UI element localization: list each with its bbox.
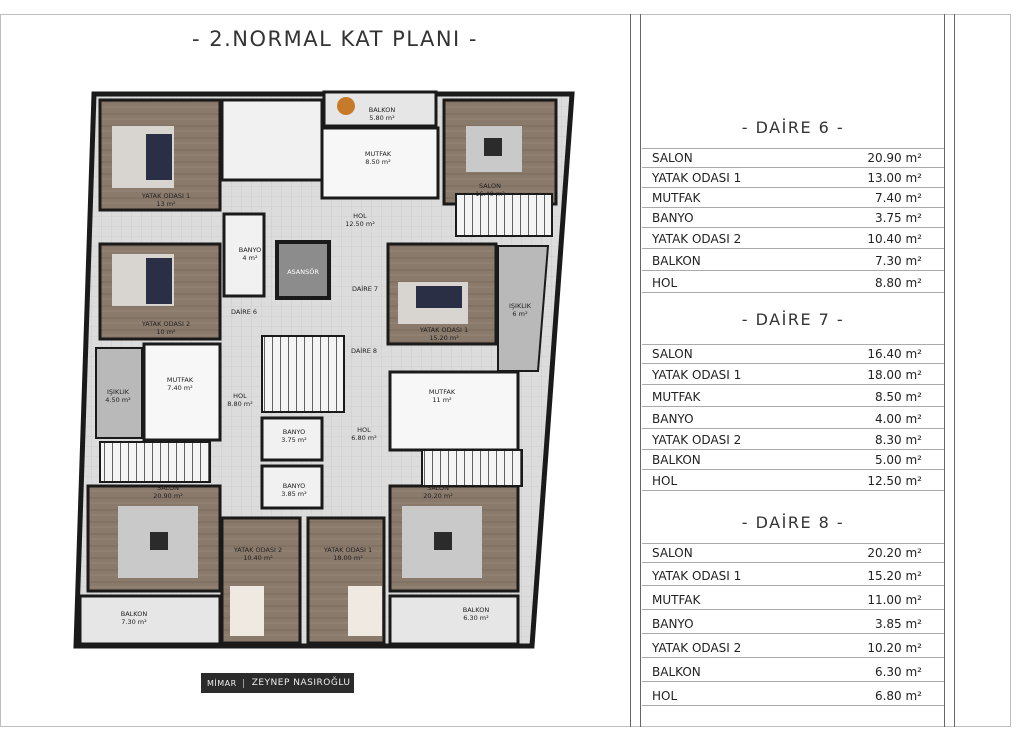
label-hol-l-area: 8.80 m² [227,400,253,408]
room-name: BANYO [652,616,694,631]
room-name: SALON [652,347,693,361]
room-name: BALKON [652,452,701,467]
label-hol-l: HOL [233,392,247,400]
label-salon-tr: SALON [478,182,502,190]
table-row [642,168,944,188]
label-salon-tr-area: 16.40 m² [475,190,505,198]
table-row [642,614,944,634]
label-isiklik-r-area: 6 m² [512,310,528,318]
room-area: 20.90 m² [867,151,922,165]
architect-role: MİMAR [201,679,244,688]
room-name: HOL [652,473,678,488]
room-area: 3.75 m² [874,210,922,225]
table-row [642,251,944,271]
label-mutfak-r-area: 11 m² [432,396,452,404]
label-hol-r-area: 6.80 m² [351,434,377,442]
room-area: 7.30 m² [874,253,922,268]
room-area: 3.85 m² [874,616,922,631]
table-row [642,208,944,228]
room-name: SALON [652,546,693,560]
room-name: BALKON [652,253,701,268]
table-row [642,430,944,450]
label-yatak-tl: YATAK ODASI 1 [141,192,191,200]
table-row [642,148,944,168]
label-daire7: DAİRE 7 [351,285,379,293]
room-name: MUTFAK [652,389,701,404]
room-area: 8.50 m² [874,389,922,404]
label-balkon-top-area: 5.80 m² [369,114,395,122]
label-yatak-mr-area: 15.20 m² [429,334,459,342]
divider-line [630,14,631,727]
floor-plan [72,86,577,651]
table-row [642,188,944,208]
label-mutfak-top-area: 8.50 m² [365,158,391,166]
architect-credit [201,673,354,693]
label-balkon-bl-area: 7.30 m² [121,618,147,626]
label-mutfak-l-area: 7.40 m² [167,384,193,392]
room-name: YATAK ODASI 1 [652,367,742,382]
label-banyo-c1: BANYO [282,428,306,436]
label-hol-center: HOL [353,212,367,220]
label-isiklik-r: IŞIKLIK [508,302,532,310]
label-hol-r: HOL [357,426,371,434]
table-row [642,387,944,407]
label-yatak-bc-area: 18.00 m² [333,554,363,562]
room-name: BANYO [652,411,694,426]
label-daire6: DAİRE 6 [230,308,258,316]
room-name: BANYO [652,210,694,225]
label-mutfak-l: MUTFAK [166,376,194,384]
label-yatak-ml: YATAK ODASI 2 [141,320,191,328]
room-area: 18.00 m² [867,367,922,382]
label-asansor: ASANSÖR [287,268,319,276]
label-yatak-tl-area: 13 m² [156,200,176,208]
label-salon-bl-area: 20.90 m² [153,492,183,500]
room-area: 4.00 m² [874,411,922,426]
table-row [642,543,944,563]
label-yatak-ml-area: 10 m² [156,328,176,336]
room-name: SALON [652,151,693,165]
room-name: YATAK ODASI 2 [652,231,742,246]
room-name: MUTFAK [652,190,701,205]
room-area: 6.30 m² [874,664,922,679]
room-area: 20.20 m² [867,546,922,560]
room-area: 10.20 m² [867,640,922,655]
label-salon-br: SALON [426,484,450,492]
label-balkon-br: BALKON [462,606,490,614]
label-banyo-c2: BANYO [282,482,306,490]
label-yatak-mr: YATAK ODASI 1 [419,326,469,334]
daire-8-title: - DAİRE 8 - [741,513,845,532]
room-area: 7.40 m² [874,190,922,205]
label-daire8: DAİRE 8 [350,347,378,355]
table-row [642,273,944,293]
architect-name: ZEYNEP NASIROĞLU [251,678,351,688]
label-isiklik-l: IŞIKLIK [106,388,130,396]
label-mutfak-r: MUTFAK [428,388,456,396]
room-area: 8.80 m² [874,275,922,290]
label-isiklik-l-area: 4.50 m² [105,396,131,404]
room-area: 11.00 m² [867,592,922,607]
room-name: YATAK ODASI 2 [652,432,742,447]
label-banyo-l: BANYO [238,246,262,254]
label-balkon-bl: BALKON [120,610,148,618]
table-row [642,344,944,364]
room-area: 16.40 m² [867,347,922,361]
label-balkon-top: BALKON [368,106,396,114]
room-area: 13.00 m² [867,170,922,185]
room-name: BALKON [652,664,701,679]
label-salon-br-area: 20.20 m² [423,492,453,500]
room-name: MUTFAK [652,592,701,607]
label-yatak-bl-area: 10.40 m² [243,554,273,562]
room-name: HOL [652,688,678,703]
table-row [642,662,944,682]
room-area: 12.50 m² [867,473,922,488]
label-balkon-br-area: 6.30 m² [463,614,489,622]
table-row [642,471,944,491]
room-name: YATAK ODASI 2 [652,640,742,655]
room-area: 8.30 m² [874,432,922,447]
table-row [642,686,944,706]
divider-line [944,14,945,727]
room-area: 15.20 m² [867,568,922,583]
label-yatak-bc: YATAK ODASI 1 [323,546,373,554]
table-row [642,450,944,470]
room-area: 5.00 m² [874,452,922,467]
table-row [642,365,944,385]
label-banyo-c2-area: 3.85 m² [281,490,307,498]
table-row [642,409,944,429]
label-yatak-bl: YATAK ODASI 2 [233,546,283,554]
room-name: YATAK ODASI 1 [652,568,742,583]
divider-line [954,14,955,727]
label-mutfak-top: MUTFAK [364,150,392,158]
label-hol-center-area: 12.50 m² [345,220,375,228]
label-banyo-l-area: 4 m² [242,254,258,262]
daire-7-title: - DAİRE 7 - [741,310,845,329]
divider-line [640,14,641,727]
room-area: 6.80 m² [874,688,922,703]
table-row [642,638,944,658]
room-area: 10.40 m² [867,231,922,246]
room-name: HOL [652,275,678,290]
table-row [642,590,944,610]
page-title: - 2.NORMAL KAT PLANI - [192,27,478,51]
label-salon-bl: SALON [156,484,180,492]
label-banyo-c1-area: 3.75 m² [281,436,307,444]
table-row [642,566,944,586]
daire-6-title: - DAİRE 6 - [741,118,845,137]
room-name: YATAK ODASI 1 [652,170,742,185]
table-row [642,229,944,249]
